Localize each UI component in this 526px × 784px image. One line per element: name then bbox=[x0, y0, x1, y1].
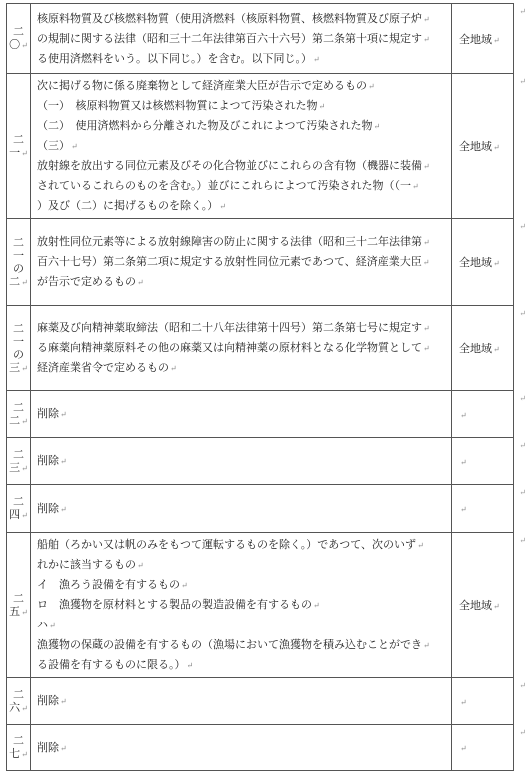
description-text: ロ 漁獲物を原材料とする製品の製造設備を有するもの bbox=[37, 598, 312, 611]
row-number bbox=[7, 485, 31, 533]
row-number bbox=[7, 391, 31, 438]
row-number-char: 二 bbox=[13, 321, 24, 335]
row-number-char: 二 bbox=[13, 132, 24, 146]
return-mark-icon: ↵ bbox=[423, 162, 430, 171]
description-text: 削除 bbox=[37, 407, 59, 420]
description-text: されているこれらのものを含む。）並びにこれらによつて汚染された物（（一 bbox=[37, 179, 411, 192]
row-area bbox=[452, 74, 526, 219]
return-mark-icon: ↵ bbox=[318, 102, 326, 111]
row-number-char: 二 bbox=[13, 25, 24, 38]
description-line bbox=[37, 338, 445, 358]
row-end-mark-icon: ↵ bbox=[519, 394, 526, 403]
row-number-char: 一 bbox=[13, 334, 24, 348]
return-mark-icon: ↵ bbox=[49, 621, 56, 630]
return-mark-icon: ↵ bbox=[170, 364, 177, 373]
return-mark-icon: ↵ bbox=[423, 238, 430, 247]
row-number-char: 〇↵ bbox=[9, 38, 28, 51]
row-number-char: 三↵ bbox=[9, 360, 28, 374]
row-description bbox=[31, 4, 452, 74]
return-mark-icon: ↵ bbox=[137, 561, 144, 570]
row-number-char: 二 bbox=[13, 734, 24, 747]
description-text: が告示で定めるもの bbox=[37, 275, 136, 288]
table-row bbox=[7, 219, 514, 306]
row-number-char: 二 bbox=[13, 235, 24, 249]
return-mark-icon: ↵ bbox=[21, 416, 28, 426]
return-mark-icon: ↵ bbox=[460, 410, 467, 420]
description-line bbox=[37, 76, 445, 96]
row-area bbox=[452, 306, 526, 391]
row-description bbox=[31, 725, 452, 771]
return-mark-icon: ↵ bbox=[60, 457, 67, 466]
description-line bbox=[37, 318, 445, 338]
row-number-char: 三↵ bbox=[9, 460, 28, 474]
table-row bbox=[7, 391, 514, 438]
regulation-table bbox=[6, 3, 526, 771]
description-text: 核原料物質及び核燃料物質（使用済燃料（核原料物質、核燃料物質及び原子炉 bbox=[37, 11, 422, 25]
return-mark-icon: ↵ bbox=[21, 148, 28, 158]
return-mark-icon: ↵ bbox=[219, 202, 226, 211]
row-description bbox=[31, 678, 452, 725]
row-description bbox=[31, 533, 452, 678]
description-text: 削除 bbox=[37, 740, 59, 754]
row-number-char: 七↵ bbox=[9, 747, 28, 760]
return-mark-icon: ↵ bbox=[460, 744, 467, 753]
return-mark-icon: ↵ bbox=[60, 697, 67, 706]
description-line bbox=[37, 232, 445, 252]
row-number-char: 五↵ bbox=[9, 604, 28, 618]
description-text: 次に掲げる物に係る廃棄物として経済産業大臣が告示で定めるもの bbox=[37, 79, 367, 92]
description-text: ハ bbox=[37, 618, 48, 631]
description-text: （一） 核原料物質又は核燃料物質によつて汚染された物 bbox=[37, 99, 318, 112]
return-mark-icon: ↵ bbox=[493, 143, 500, 152]
description-line bbox=[37, 615, 445, 635]
return-mark-icon: ↵ bbox=[181, 581, 188, 590]
row-number-char: の bbox=[13, 261, 24, 275]
row-description bbox=[31, 485, 452, 533]
description-text: イ 漁ろう設備を有するもの bbox=[37, 578, 180, 591]
row-end-mark-icon: ↵ bbox=[519, 441, 526, 450]
return-mark-icon: ↵ bbox=[313, 601, 320, 610]
description-text: 放射性同位元素等による放射線障害の防止に関する法律（昭和三十二年法律第 bbox=[37, 235, 422, 248]
return-mark-icon: ↵ bbox=[493, 602, 500, 611]
row-area bbox=[452, 219, 526, 306]
return-mark-icon: ↵ bbox=[423, 14, 430, 24]
row-number bbox=[7, 533, 31, 678]
table-row bbox=[7, 306, 514, 391]
description-line bbox=[37, 404, 445, 424]
row-number bbox=[7, 678, 31, 725]
row-number bbox=[7, 306, 31, 391]
description-line bbox=[37, 595, 445, 615]
row-number-char: 二 bbox=[13, 447, 24, 461]
row-number bbox=[7, 219, 31, 306]
table-row bbox=[7, 725, 514, 771]
description-line bbox=[37, 156, 445, 176]
row-area bbox=[452, 485, 526, 533]
description-line bbox=[37, 252, 445, 272]
return-mark-icon: ↵ bbox=[423, 324, 430, 333]
row-area bbox=[452, 533, 526, 678]
description-text: れかに該当するもの bbox=[37, 558, 136, 571]
return-mark-icon: ↵ bbox=[423, 344, 430, 353]
row-end-mark-icon: ↵ bbox=[519, 728, 526, 737]
description-line bbox=[37, 499, 445, 519]
description-text: 船舶（ろかい又は帆のみをもつて運転するものを除く。）であつて、次のいず bbox=[37, 538, 417, 551]
return-mark-icon: ↵ bbox=[423, 34, 430, 44]
return-mark-icon: ↵ bbox=[71, 142, 78, 151]
return-mark-icon: ↵ bbox=[21, 41, 28, 50]
return-mark-icon: ↵ bbox=[423, 641, 430, 650]
return-mark-icon: ↵ bbox=[21, 607, 28, 617]
description-line bbox=[37, 635, 445, 655]
description-line bbox=[37, 136, 445, 156]
description-text: る設備を有するものに限る。） bbox=[37, 658, 186, 671]
return-mark-icon: ↵ bbox=[313, 54, 320, 64]
description-text: （二） 使用済燃料から分離された物及びこれによつて汚染された物 bbox=[37, 119, 373, 132]
return-mark-icon: ↵ bbox=[21, 703, 28, 713]
description-line bbox=[37, 655, 445, 675]
row-number bbox=[7, 4, 31, 74]
description-text: 削除 bbox=[37, 501, 59, 515]
row-area bbox=[452, 438, 526, 485]
row-number-char: の bbox=[13, 347, 24, 361]
row-number-char: 二↵ bbox=[9, 413, 28, 427]
row-number bbox=[7, 74, 31, 219]
description-line bbox=[37, 49, 445, 69]
row-end-mark-icon: ↵ bbox=[519, 488, 526, 497]
description-line bbox=[37, 575, 445, 595]
return-mark-icon: ↵ bbox=[493, 35, 500, 45]
row-area bbox=[452, 725, 526, 771]
description-text: 削除 bbox=[37, 694, 59, 707]
row-end-mark-icon: ↵ bbox=[519, 536, 526, 545]
return-mark-icon: ↵ bbox=[368, 82, 375, 91]
row-number-char: 四↵ bbox=[9, 508, 28, 521]
description-line bbox=[37, 176, 445, 196]
return-mark-icon: ↵ bbox=[493, 259, 500, 268]
description-text: 経済産業省令で定めるもの bbox=[37, 361, 169, 374]
row-area bbox=[452, 4, 526, 74]
area-text: 全地域 bbox=[459, 140, 492, 153]
row-number-char: 一↵ bbox=[9, 145, 28, 159]
row-end-mark-icon: ↵ bbox=[519, 681, 526, 690]
table-row bbox=[7, 678, 514, 725]
description-line bbox=[37, 272, 445, 292]
row-area bbox=[452, 678, 526, 725]
return-mark-icon: ↵ bbox=[417, 541, 424, 550]
description-line bbox=[37, 451, 445, 471]
description-text: 麻薬及び向精神薬取締法（昭和二十八年法律第十四号）第二条第七号に規定す bbox=[37, 321, 422, 334]
row-number-char: 六↵ bbox=[9, 700, 28, 714]
return-mark-icon: ↵ bbox=[186, 661, 194, 670]
description-line bbox=[37, 535, 445, 555]
row-end-mark-icon: ↵ bbox=[519, 77, 526, 86]
table-row bbox=[7, 438, 514, 485]
description-text: 漁獲物の保蔵の設備を有するもの（漁場において漁獲物を積み込むことができ bbox=[37, 638, 422, 651]
row-description bbox=[31, 438, 452, 485]
row-description bbox=[31, 219, 452, 306]
row-number-char: 二 bbox=[13, 495, 24, 508]
table-row bbox=[7, 533, 514, 678]
return-mark-icon: ↵ bbox=[21, 363, 28, 373]
return-mark-icon: ↵ bbox=[137, 278, 144, 287]
return-mark-icon: ↵ bbox=[60, 410, 67, 419]
row-description bbox=[31, 391, 452, 438]
table-row bbox=[7, 485, 514, 533]
description-line bbox=[37, 116, 445, 136]
return-mark-icon: ↵ bbox=[493, 345, 500, 354]
description-text: る使用済燃料をいう。以下同じ。）を含む。以下同じ。） bbox=[37, 51, 312, 65]
row-number bbox=[7, 438, 31, 485]
return-mark-icon: ↵ bbox=[60, 743, 67, 753]
row-description bbox=[31, 306, 452, 391]
area-text: 全地域 bbox=[459, 342, 492, 355]
table-body bbox=[7, 4, 526, 771]
return-mark-icon: ↵ bbox=[21, 463, 28, 473]
description-text: 百六十七号）第二条第二項に規定する放射性同位元素であつて、経済産業大臣 bbox=[37, 255, 422, 268]
return-mark-icon: ↵ bbox=[21, 277, 28, 287]
row-number-char: 一 bbox=[13, 248, 24, 262]
description-text: ）及び（二）に掲げるものを除く。） bbox=[37, 199, 219, 212]
description-text: 放射線を放出する同位元素及びその化合物並びにこれらの含有物（機器に装備 bbox=[37, 159, 422, 172]
row-end-mark-icon: ↵ bbox=[519, 222, 526, 231]
description-line bbox=[37, 358, 445, 378]
return-mark-icon: ↵ bbox=[460, 697, 467, 707]
description-line bbox=[37, 738, 445, 758]
row-end-mark-icon: ↵ bbox=[519, 7, 526, 16]
row-end-mark-icon: ↵ bbox=[519, 309, 526, 318]
row-number-char: 二 bbox=[13, 687, 24, 701]
row-number-char: 二 bbox=[13, 591, 24, 605]
return-mark-icon: ↵ bbox=[412, 182, 419, 191]
area-text: 全地域 bbox=[459, 599, 492, 612]
description-line bbox=[37, 9, 445, 29]
description-line bbox=[37, 96, 445, 116]
return-mark-icon: ↵ bbox=[21, 750, 28, 759]
description-text: （三） bbox=[37, 139, 70, 152]
description-line bbox=[37, 196, 445, 216]
description-line bbox=[37, 555, 445, 575]
row-description bbox=[31, 74, 452, 219]
return-mark-icon: ↵ bbox=[373, 122, 381, 131]
return-mark-icon: ↵ bbox=[60, 504, 67, 514]
description-line bbox=[37, 691, 445, 711]
row-number bbox=[7, 725, 31, 771]
area-text: 全地域 bbox=[459, 256, 492, 269]
description-text: の規制に関する法律（昭和三十二年法律第百六十六号）第二条第十項に規定す bbox=[37, 31, 422, 45]
return-mark-icon: ↵ bbox=[422, 258, 430, 267]
table-row bbox=[7, 74, 514, 219]
area-text: 全地域 bbox=[459, 32, 492, 46]
return-mark-icon: ↵ bbox=[460, 457, 467, 467]
table-row bbox=[7, 4, 514, 74]
return-mark-icon: ↵ bbox=[21, 511, 28, 520]
row-number-char: 二↵ bbox=[9, 274, 28, 288]
description-text: 削除 bbox=[37, 454, 59, 467]
row-area bbox=[452, 391, 526, 438]
description-line bbox=[37, 29, 445, 49]
description-text: る麻薬向精神薬原料その他の麻薬又は向精神薬の原材料となる化学物質として bbox=[37, 341, 422, 354]
row-number-char: 二 bbox=[13, 400, 24, 414]
return-mark-icon: ↵ bbox=[460, 505, 467, 514]
